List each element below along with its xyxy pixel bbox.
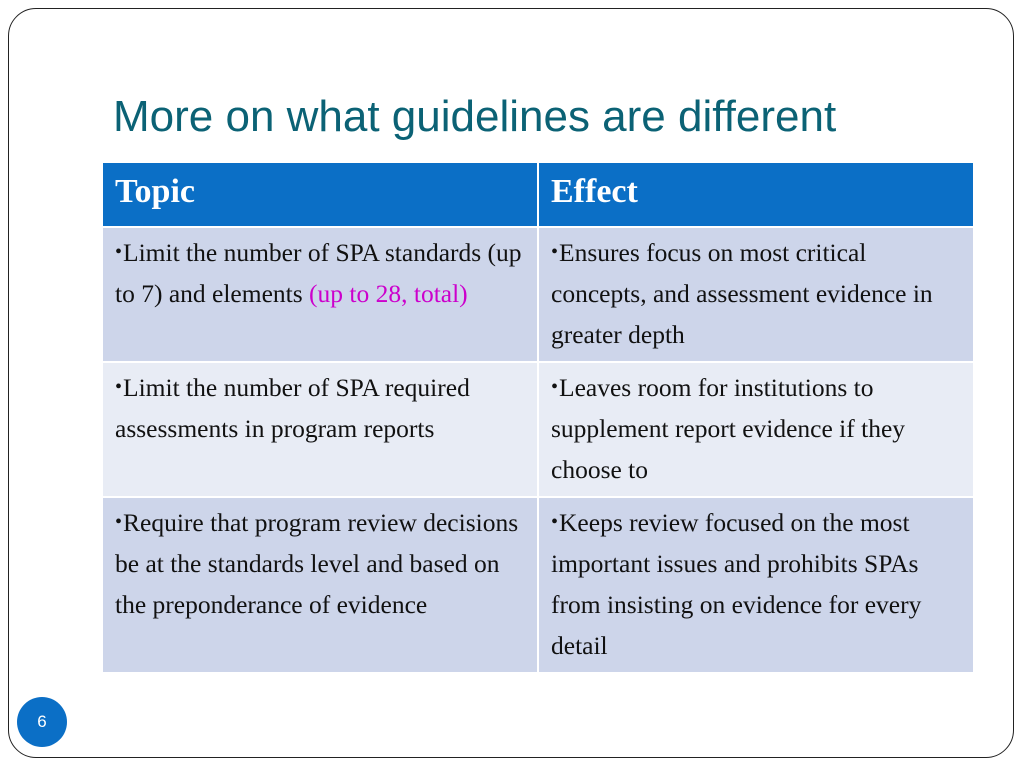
effect-cell xyxy=(538,497,974,673)
topic-cell xyxy=(102,227,538,362)
guidelines-table xyxy=(101,161,975,674)
topic-highlight-text: (up to 28, total) xyxy=(309,279,468,308)
bullet-icon: • xyxy=(115,511,123,533)
topic-cell xyxy=(102,497,538,673)
topic-text: Limit the number of SPA standards (up to 7) and elements xyxy=(115,238,522,308)
topic-text: Require that program review decisions be at the standards level and based on the preponderance of evidence xyxy=(115,508,519,619)
header-topic: Topic xyxy=(102,162,538,227)
page-number-badge: 6 xyxy=(17,697,67,747)
bullet-icon: • xyxy=(551,241,559,263)
table-header-row xyxy=(102,162,974,227)
slide-title: More on what guidelines are different xyxy=(113,92,837,141)
effect-cell xyxy=(538,362,974,497)
header-effect: Effect xyxy=(538,162,974,227)
bullet-icon: • xyxy=(115,241,123,263)
effect-text: Keeps review focused on the most important issues and prohibits SPAs from insisting on evidence for every detail xyxy=(551,508,922,660)
effect-text: Leaves room for institutions to supplement report evidence if they choose to xyxy=(551,373,906,484)
table-row xyxy=(102,227,974,362)
effect-text: Ensures focus on most critical concepts, and assessment evidence in greater depth xyxy=(551,238,933,349)
bullet-icon: • xyxy=(115,376,123,398)
topic-text: Limit the number of SPA required assessments in program reports xyxy=(115,373,470,443)
effect-cell xyxy=(538,227,974,362)
topic-cell xyxy=(102,362,538,497)
bullet-icon: • xyxy=(551,376,559,398)
table-row xyxy=(102,497,974,673)
bullet-icon: • xyxy=(551,511,559,533)
table-row xyxy=(102,362,974,497)
